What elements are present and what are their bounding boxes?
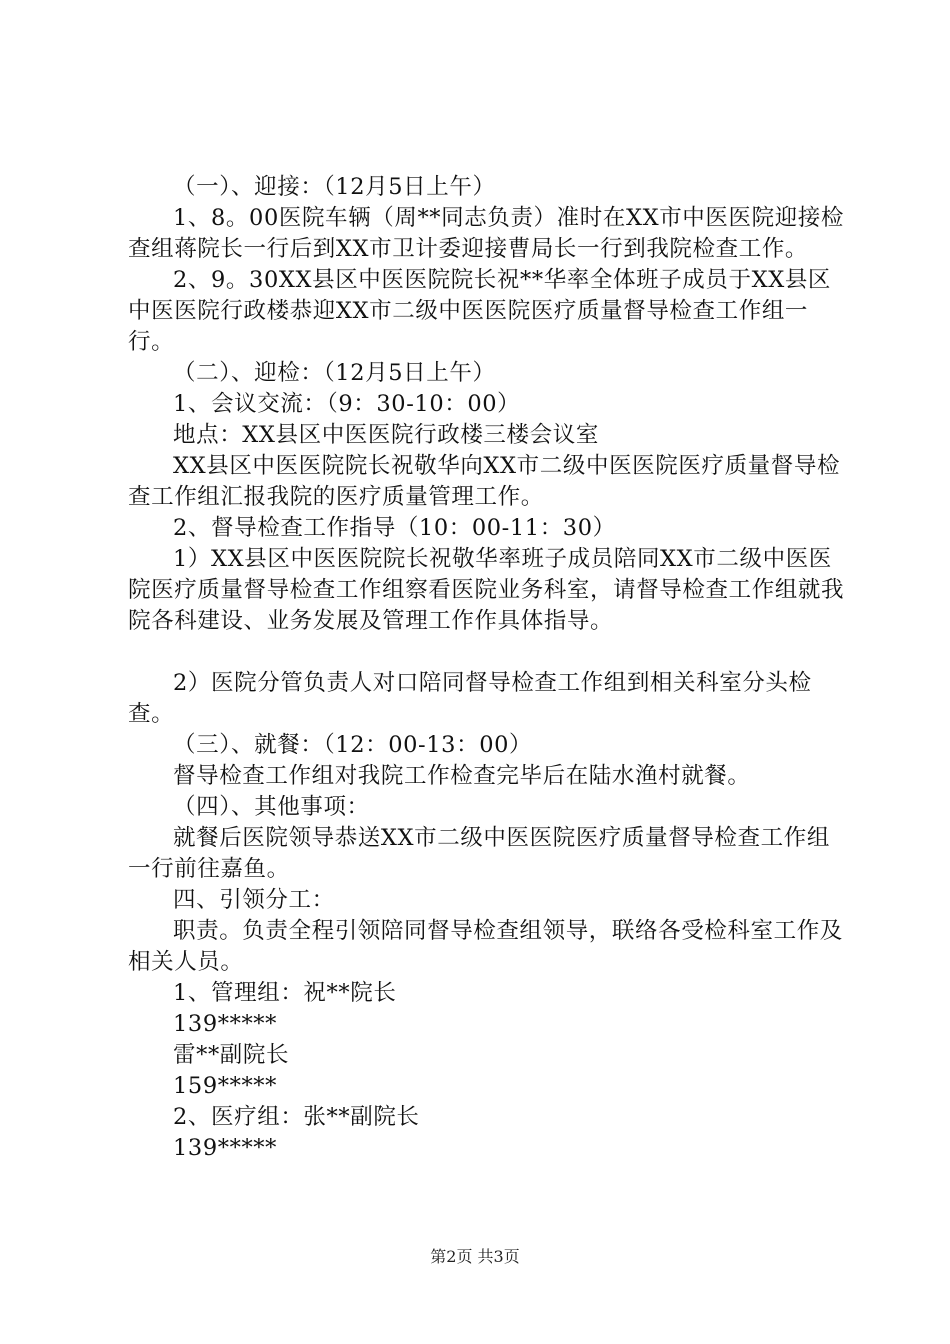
paragraph: 1）XX县区中医医院院长祝敬华率班子成员陪同XX市二级中医医院医疗质量督导检查工作组察看医院业务科室，请督导检查工作组就我院各科建设、业务发展及管理工作作具体指导。 <box>128 546 845 634</box>
page-footer: 第2页 共3页 <box>430 1247 520 1266</box>
paragraph: 2、9。30XX县区中医医院院长祝**华率全体班子成员于XX县区中医医院行政楼恭迎XX市二级中医医院医疗质量督导检查工作组一行。 <box>128 267 832 355</box>
paragraph: 就餐后医院领导恭送XX市二级中医医院医疗质量督导检查工作组一行前往嘉鱼。 <box>128 825 830 882</box>
paragraph: 1、8。00医院车辆（周**同志负责）准时在XX市中医医院迎接检查组蒋院长一行后到XX市卫计委迎接曹局长一行到我院检查工作。 <box>128 205 844 262</box>
section-heading-inspection: （二）、迎检：（12月5日上午） <box>173 360 496 386</box>
section-heading-other: （四）、其他事项： <box>173 794 370 820</box>
document-body <box>128 172 848 1164</box>
paragraph: 2、督导检查工作指导（10：00-11：30） <box>173 515 616 541</box>
contact-phone: 159***** <box>173 1073 277 1099</box>
paragraph: 地点：XX县区中医医院行政楼三楼会议室 <box>173 422 599 448</box>
contact-phone: 139***** <box>173 1135 277 1161</box>
paragraph: 1、会议交流：（9：30-10：00） <box>173 391 521 417</box>
section-heading-welcome: （一）、迎接：（12月5日上午） <box>173 174 496 200</box>
paragraph: 职责。负责全程引领陪同督导检查组领导，联络各受检科室工作及相关人员。 <box>128 918 843 975</box>
contact-line: 1、管理组：祝**院长 <box>173 980 397 1006</box>
section-heading-meal: （三）、就餐：（12：00-13：00） <box>173 732 533 758</box>
contact-phone: 139***** <box>173 1011 277 1037</box>
paragraph-gap <box>128 637 848 668</box>
contact-line: 2、医疗组：张**副院长 <box>173 1104 420 1130</box>
paragraph: 督导检查工作组对我院工作检查完毕后在陆水渔村就餐。 <box>173 763 751 789</box>
paragraph: 2）医院分管负责人对口陪同督导检查工作组到相关科室分头检查。 <box>128 670 812 727</box>
paragraph: XX县区中医医院院长祝敬华向XX市二级中医医院医疗质量督导检查工作组汇报我院的医疗质量管理工作。 <box>128 453 841 510</box>
section-heading-division: 四、引领分工： <box>173 887 335 913</box>
contact-line: 雷**副院长 <box>173 1042 290 1068</box>
